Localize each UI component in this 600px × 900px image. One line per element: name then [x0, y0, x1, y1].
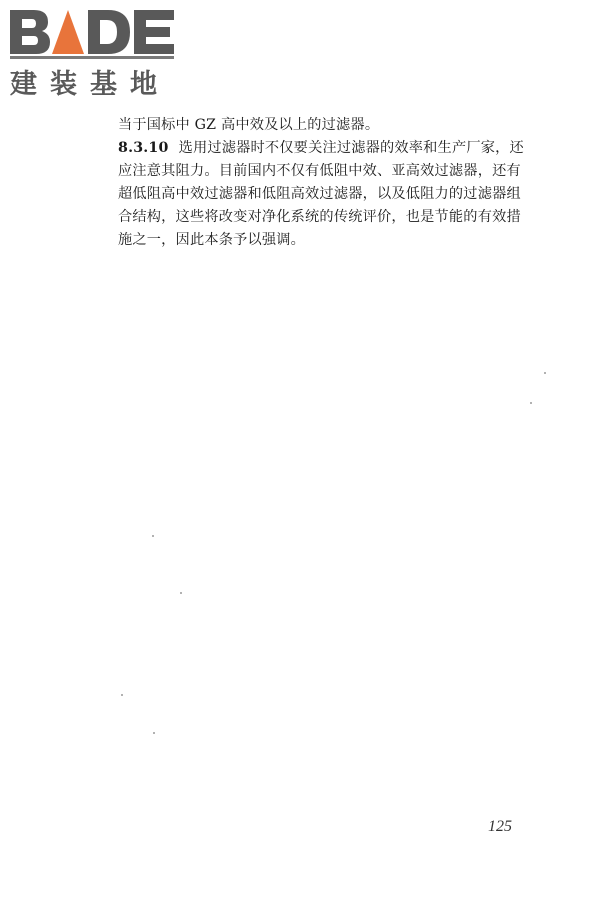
scan-speck	[121, 694, 123, 696]
clause-number: 8.3.10	[118, 140, 169, 156]
text-line: 应注意其阻力。目前国内不仅有低阻中效、亚高效过滤器，还有	[118, 163, 521, 179]
clause-first-line	[118, 137, 524, 160]
text-line: 合结构，这些将改变对净化系统的传统评价，也是节能的有效措	[118, 209, 521, 225]
text-line: 超低阻高中效过滤器和低阻高效过滤器，以及低阻力的过滤器组	[118, 186, 521, 202]
page-number: 125	[488, 818, 512, 835]
logo-tagline: 建装基地	[10, 69, 170, 100]
text-line: 当于国标中 GZ 高中效及以上的过滤器。	[118, 117, 380, 133]
scan-speck	[153, 732, 155, 734]
bade-logo	[8, 4, 178, 100]
scan-speck	[530, 402, 532, 404]
scan-speck	[180, 592, 182, 594]
document-body	[118, 114, 524, 252]
scan-speck	[544, 372, 546, 374]
text-line: 选用过滤器时不仅要关注过滤器的效率和生产厂家，还	[178, 140, 524, 156]
scan-speck	[152, 535, 154, 537]
text-line: 施之一，因此本条予以强调。	[118, 232, 306, 248]
